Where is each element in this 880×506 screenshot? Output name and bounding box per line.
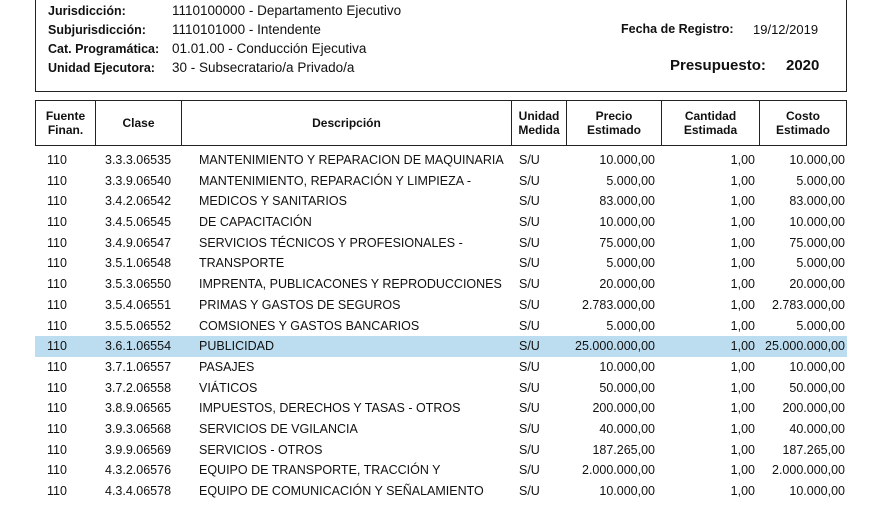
unidad-cell: S/U [519,463,540,478]
fuente-cell: 110 [47,318,67,333]
fuente-cell: 110 [47,380,67,395]
costo-cell: 10.000,00 [789,359,845,374]
unidad-cell: S/U [519,173,540,188]
jurisdiccion-value: 1110100000 - Departamento Ejecutivo [172,3,402,18]
clase-cell: 3.3.9.06540 [105,173,172,188]
unidad-cell: S/U [519,442,540,457]
descripcion-cell: DE CAPACITACIÓN [199,215,312,230]
table-row[interactable] [35,150,847,171]
col-unidad-header: Unidad Medida [512,101,567,145]
cantidad-cell: 1,00 [730,484,755,498]
unidad-cell: S/U [519,277,540,292]
unidad-cell: S/U [519,318,540,333]
table-header [35,100,847,146]
cantidad-cell: 1,00 [730,359,755,374]
col-cantidad-header: Cantidad Estimada [662,101,760,145]
clase-cell: 3.4.5.06545 [105,215,172,230]
unidad-cell: S/U [519,421,540,436]
precio-cell: 50.000,00 [599,380,655,395]
col-precio-header: Precio Estimado [567,101,662,145]
descripcion-cell: EQUIPO DE TRANSPORTE, TRACCIÓN Y [199,463,441,478]
fuente-cell: 110 [47,484,67,498]
clase-cell: 3.5.4.06551 [105,297,172,312]
cantidad-cell: 1,00 [730,442,755,457]
precio-cell: 20.000,00 [599,277,655,292]
cantidad-cell: 1,00 [730,339,755,354]
costo-cell: 20.000,00 [789,277,845,292]
precio-cell: 187.265,00 [592,442,655,457]
fuente-cell: 110 [47,215,67,230]
descripcion-cell: PUBLICIDAD [199,339,275,354]
descripcion-cell: MEDICOS Y SANITARIOS [199,194,347,209]
clase-cell: 3.3.3.06535 [105,153,172,167]
fuente-cell: 110 [47,359,67,374]
cantidad-cell: 1,00 [730,401,755,416]
costo-cell: 83.000,00 [789,194,845,209]
fuente-cell: 110 [47,442,67,457]
unidad-ejecutora-label: Unidad Ejecutora: [48,61,155,75]
descripcion-cell: SERVICIOS DE VGILANCIA [199,421,358,436]
table-row[interactable] [35,419,847,440]
precio-cell: 200.000,00 [592,401,655,416]
fuente-cell: 110 [47,194,67,209]
table-row[interactable] [35,460,847,481]
clase-cell: 3.5.3.06550 [105,277,172,292]
costo-cell: 5.000,00 [796,173,845,188]
costo-cell: 25.000.000,00 [765,339,845,354]
cantidad-cell: 1,00 [730,277,755,292]
table-row[interactable] [35,253,847,274]
precio-cell: 5.000,00 [606,256,655,271]
fuente-cell: 110 [47,401,67,416]
cantidad-cell: 1,00 [730,318,755,333]
table-row[interactable] [35,171,847,192]
precio-cell: 25.000.000,00 [575,339,655,354]
cat-programatica-value: 01.01.00 - Conducción Ejecutiva [172,41,367,56]
cantidad-cell: 1,00 [730,463,755,478]
fecha-registro-value: 19/12/2019 [753,22,819,37]
precio-cell: 5.000,00 [606,318,655,333]
costo-cell: 10.000,00 [789,153,845,167]
presupuesto [670,57,820,74]
fuente-cell: 110 [47,235,67,250]
descripcion-cell: EQUIPO DE COMUNICACIÓN Y SEÑALAMIENTO [199,484,484,498]
descripcion-cell: SERVICIOS - OTROS [199,442,323,457]
table-row[interactable] [35,233,847,254]
descripcion-cell: MANTENIMIENTO Y REPARACION DE MAQUINARIA [199,153,504,167]
table-row[interactable] [35,440,847,461]
fecha-registro [621,22,819,37]
col-clase-header: Clase [96,101,182,145]
unidad-cell: S/U [519,380,540,395]
costo-cell: 10.000,00 [789,484,845,498]
cantidad-cell: 1,00 [730,173,755,188]
clase-cell: 3.4.9.06547 [105,235,172,250]
unidad-cell: S/U [519,194,540,209]
presupuesto-label: Presupuesto: [670,57,766,74]
clase-cell: 3.5.5.06552 [105,318,172,333]
clase-cell: 3.8.9.06565 [105,401,172,416]
clase-cell: 4.3.4.06578 [105,484,172,498]
clase-cell: 3.9.3.06568 [105,421,172,436]
unidad-ejecutora-value: 30 - Subsecratario/a Privado/a [172,60,355,75]
descripcion-cell: TRANSPORTE [199,256,285,271]
descripcion-cell: MANTENIMIENTO, REPARACIÓN Y LIMPIEZA - [199,173,472,188]
document-header [35,0,847,92]
presupuesto-value: 2020 [786,57,820,74]
table-row[interactable] [35,295,847,316]
table-row[interactable] [35,191,847,212]
table-row[interactable] [35,316,847,337]
costo-cell: 10.000,00 [789,215,845,230]
costo-cell: 2.000.000,00 [772,463,845,478]
clase-cell: 3.4.2.06542 [105,194,172,209]
cat-programatica-label: Cat. Programática: [48,42,160,56]
precio-cell: 10.000,00 [599,153,655,167]
table-row[interactable] [35,378,847,399]
fuente-cell: 110 [47,173,67,188]
cantidad-cell: 1,00 [730,153,755,167]
unidad-cell: S/U [519,215,540,230]
clase-cell: 3.7.2.06558 [105,380,172,395]
unidad-cell: S/U [519,256,540,271]
precio-cell: 2.783.000,00 [582,297,655,312]
unidad-cell: S/U [519,297,540,312]
col-costo-header: Costo Estimado [775,109,830,137]
precio-cell: 5.000,00 [606,173,655,188]
jurisdiccion-label: Jurisdicción: [48,4,126,18]
table-body [35,150,847,502]
descripcion-cell: PASAJES [199,359,255,374]
descripcion-cell: SERVICIOS TÉCNICOS Y PROFESIONALES - [199,235,463,250]
table-row[interactable] [35,274,847,295]
descripcion-cell: IMPRENTA, PUBLICACONES Y REPRODUCCIONES [199,277,502,292]
cantidad-cell: 1,00 [730,297,755,312]
cantidad-cell: 1,00 [730,380,755,395]
clase-cell: 3.9.9.06569 [105,442,172,457]
costo-cell: 75.000,00 [789,235,845,250]
unidad-cell: S/U [519,401,540,416]
unidad-cell: S/U [519,339,540,354]
fuente-cell: 110 [47,297,67,312]
cantidad-cell: 1,00 [730,235,755,250]
subjurisdiccion-label: Subjurisdicción: [48,23,146,37]
table-row[interactable] [35,212,847,233]
unidad-cell: S/U [519,484,540,498]
cantidad-cell: 1,00 [730,421,755,436]
costo-cell: 50.000,00 [789,380,845,395]
fuente-cell: 110 [47,463,67,478]
fecha-registro-label: Fecha de Registro: [621,22,734,36]
costo-cell: 5.000,00 [796,256,845,271]
costo-cell: 2.783.000,00 [772,297,845,312]
unidad-cell: S/U [519,359,540,374]
precio-cell: 83.000,00 [599,194,655,209]
costo-cell: 200.000,00 [782,401,845,416]
table-row[interactable] [35,336,847,357]
unidad-cell: S/U [519,153,540,167]
subjurisdiccion-value: 1110101000 - Intendente [172,22,321,37]
col-fuente-header: Fuente Finan. [36,101,96,145]
clase-cell: 3.6.1.06554 [105,339,172,354]
cantidad-cell: 1,00 [730,194,755,209]
clase-cell: 3.7.1.06557 [105,359,172,374]
costo-cell: 40.000,00 [789,421,845,436]
descripcion-cell: COMSIONES Y GASTOS BANCARIOS [199,318,420,333]
descripcion-cell: IMPUESTOS, DERECHOS Y TASAS - OTROS [199,401,461,416]
fuente-cell: 110 [47,421,67,436]
table-row[interactable] [35,357,847,378]
costo-cell: 187.265,00 [782,442,845,457]
descripcion-cell: VIÁTICOS [199,380,258,395]
cantidad-cell: 1,00 [730,215,755,230]
costo-cell: 5.000,00 [796,318,845,333]
fuente-cell: 110 [47,153,67,167]
fuente-cell: 110 [47,339,67,354]
descripcion-cell: PRIMAS Y GASTOS DE SEGUROS [199,297,401,312]
cantidad-cell: 1,00 [730,256,755,271]
precio-cell: 10.000,00 [599,484,655,498]
table-row[interactable] [35,398,847,419]
col-descripcion-header: Descripción [182,101,512,145]
clase-cell: 3.5.1.06548 [105,256,172,271]
table-row[interactable] [35,481,847,502]
precio-cell: 10.000,00 [599,359,655,374]
precio-cell: 40.000,00 [599,421,655,436]
precio-cell: 10.000,00 [599,215,655,230]
unidad-cell: S/U [519,235,540,250]
clase-cell: 4.3.2.06576 [105,463,172,478]
precio-cell: 2.000.000,00 [582,463,655,478]
precio-cell: 75.000,00 [599,235,655,250]
fuente-cell: 110 [47,256,67,271]
fuente-cell: 110 [47,277,67,292]
